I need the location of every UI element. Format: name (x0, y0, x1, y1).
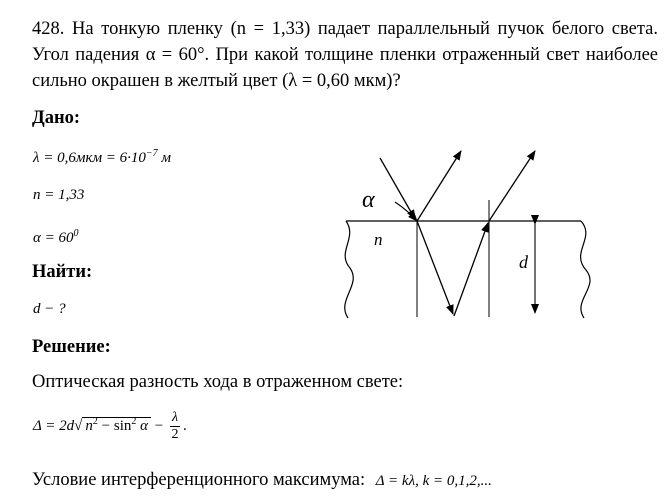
formula-minus: − (154, 417, 164, 434)
maximum-condition-label: Условие интерференционного максимума: (32, 470, 366, 490)
fraction-denominator: 2 (171, 427, 179, 442)
angle-arc (395, 202, 417, 221)
incident-ray (380, 158, 415, 219)
given-n: n = 1,33 (33, 187, 85, 203)
maximum-condition-formula: Δ = kλ, k = 0,1,2,... (375, 473, 492, 489)
radicand-a: n (85, 417, 93, 434)
radicand-sup-2: 2 (131, 415, 137, 427)
formula-left: Δ = 2d (33, 417, 75, 434)
fraction-numerator: λ (171, 410, 179, 425)
given-lambda-text: λ = 0,6мкм = 6·10 (33, 150, 146, 166)
radicand-sup-1: 2 (92, 415, 98, 427)
problem-statement: 428. На тонкую пленку (n = 1,33) падает параллельный пучок белого света. Угол падения α = 60°. При какой толщине пленки отраженный свет наиболее сильно окрашен в желтый цвет (λ = 0,60 мкм)? (32, 19, 658, 91)
radicand-b: − sin (97, 417, 132, 434)
given-alpha-exponent: 0 (73, 228, 79, 239)
radicand-c: α (136, 417, 148, 434)
reflected-ray-1 (417, 151, 461, 221)
reflected-ray-2 (489, 151, 535, 221)
refracted-ray-down (417, 221, 453, 314)
given-alpha-text: α = 60 (33, 230, 74, 246)
given-lambda-exponent: −7 (145, 148, 158, 159)
given-heading: Дано: (32, 108, 81, 128)
given-lambda-unit: м (157, 150, 171, 166)
film-wavy-edge-right (581, 221, 590, 318)
refracted-ray-up (454, 223, 488, 316)
label-alpha: α (362, 187, 375, 213)
solution-line-1: Оптическая разность хода в отраженном свете: (32, 372, 404, 392)
solution-heading: Решение: (32, 337, 111, 357)
formula-period: . (183, 417, 187, 434)
label-n: n (374, 230, 383, 249)
find-heading: Найти: (32, 262, 93, 282)
film-wavy-edge-left (345, 221, 353, 318)
sqrt-sign: √ (74, 417, 83, 434)
label-d: d (519, 252, 528, 272)
find-item: d − ? (33, 301, 66, 317)
